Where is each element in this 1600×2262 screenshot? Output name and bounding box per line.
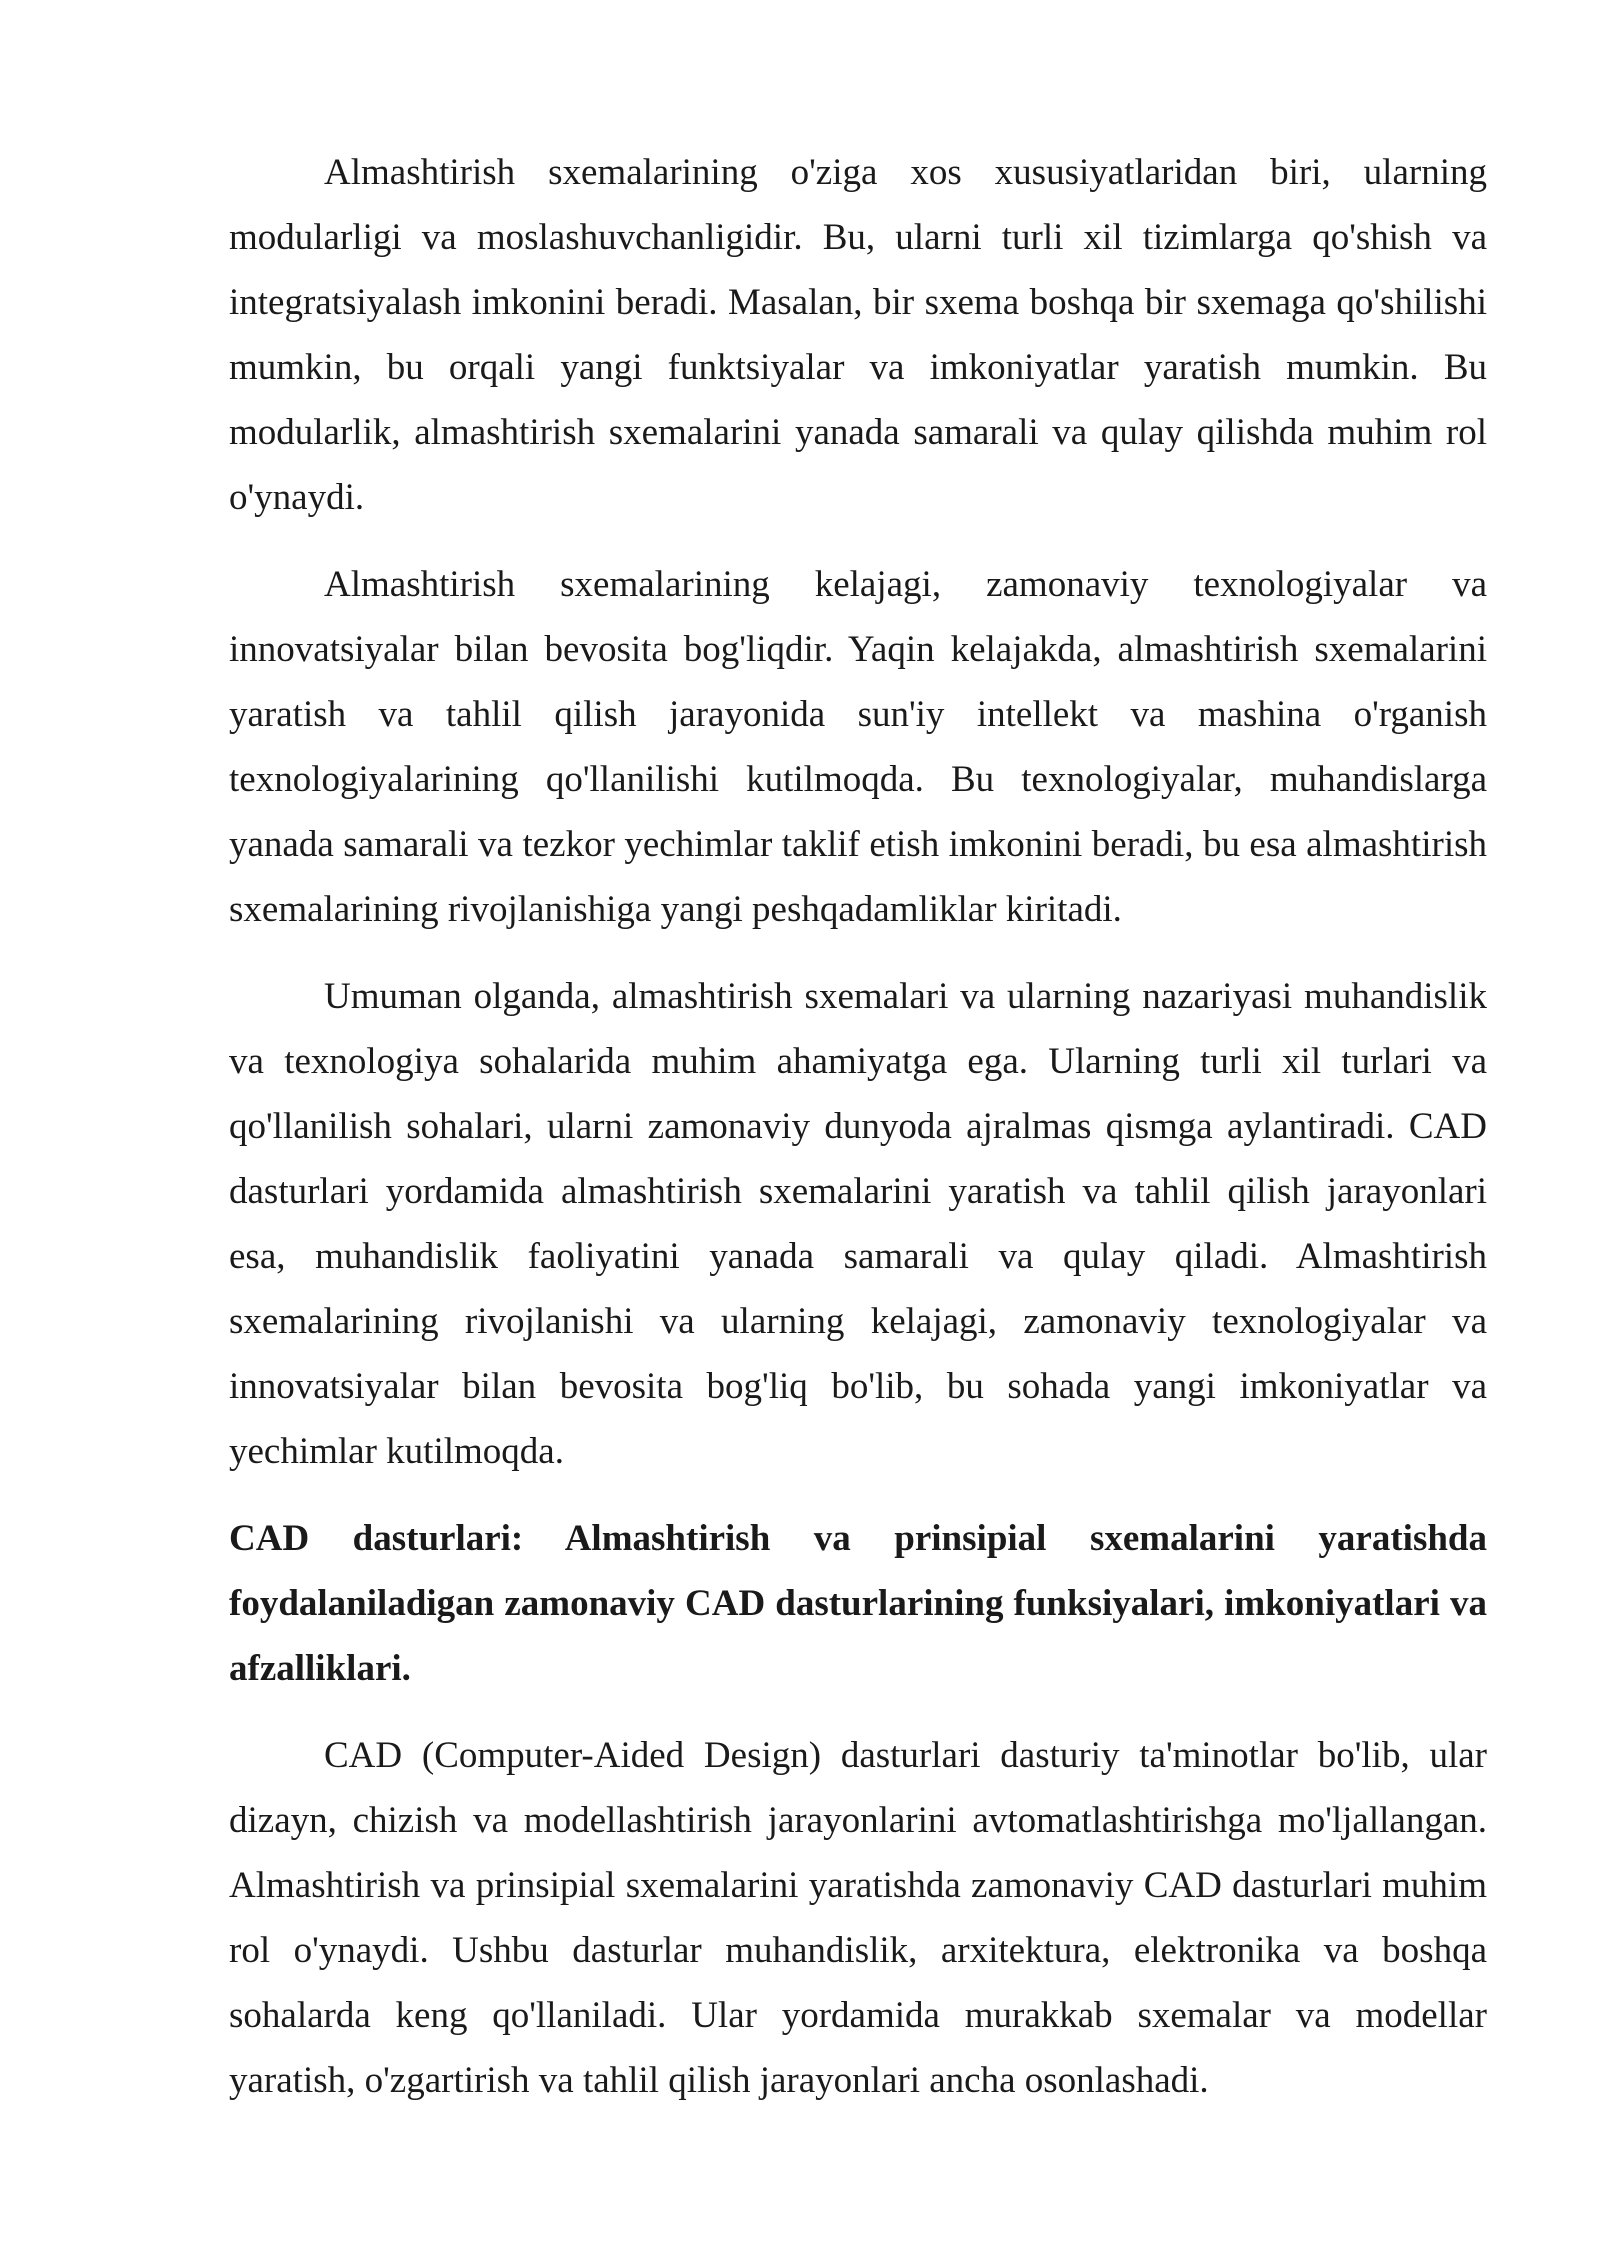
paragraph-cad-intro: CAD (Computer-Aided Design) dasturlari dasturiy ta'minotlar bo'lib, ular dizayn, chizish va modellashtirish jarayonlarini avtomatlashtirishga mo'ljallangan. Almashtirish va prinsipial sxemalarini yaratishda zamonaviy CAD dasturlari muhim rol o'ynaydi. Ushbu dasturlar muhandislik, arxitektura, elektronika va boshqa sohalarda keng qo'llaniladi. Ular yordamida murakkab sxemalar va modellar yaratish, o'zgartirish va tahlil qilish jarayonlari ancha osonlashadi. xyxy=(229,1735,1487,2101)
paragraph-future: Almashtirish sxemalarining kelajagi, zamonaviy texnologiyalar va innovatsiyalar bilan bevosita bog'liqdir. Yaqin kelajakda, almashtirish sxemalarini yaratish va tahlil qilish jarayonida sun'iy intellekt va mashina o'rganish texnologiyalarining qo'llanilishi kutilmoqda. Bu texnologiyalar, muhandislarga yanada samarali va tezkor yechimlar taklif etish imkonini beradi, bu esa almashtirish sxemalarining rivojlanishiga yangi peshqadamliklar kiritadi. xyxy=(229,564,1487,930)
paragraph-modularity: Almashtirish sxemalarining o'ziga xos xususiyatlaridan biri, ularning modularligi va moslashuvchanligidir. Bu, ularni turli xil tizimlarga qo'shish va integratsiyalash imkonini beradi. Masalan, bir sxema boshqa bir sxemaga qo'shilishi mumkin, bu orqali yangi funktsiyalar va imkoniyatlar yaratish mumkin. Bu modularlik, almashtirish sxemalarini yanada samarali va qulay qilishda muhim rol o'ynaydi. xyxy=(229,152,1487,518)
paragraph-summary: Umuman olganda, almashtirish sxemalari va ularning nazariyasi muhandislik va texnologiya sohalarida muhim ahamiyatga ega. Ularning turli xil turlari va qo'llanilish sohalari, ularni zamonaviy dunyoda ajralmas qismga aylantiradi. CAD dasturlari yordamida almashtirish sxemalarini yaratish va tahlil qilish jarayonlari esa, muhandislik faoliyatini yanada samarali va qulay qiladi. Almashtirish sxemalarining rivojlanishi va ularning kelajagi, zamonaviy texnologiyalar va innovatsiyalar bilan bevosita bog'liq bo'lib, bu sohada yangi imkoniyatlar va yechimlar kutilmoqda. xyxy=(229,976,1487,1472)
document-page xyxy=(229,140,1487,2135)
section-heading-cad: CAD dasturlari: Almashtirish va prinsipial sxemalarini yaratishda foydalaniladigan zamonaviy CAD dasturlarining funksiyalari, imkoniyatlari va afzalliklari. xyxy=(229,1518,1487,1689)
